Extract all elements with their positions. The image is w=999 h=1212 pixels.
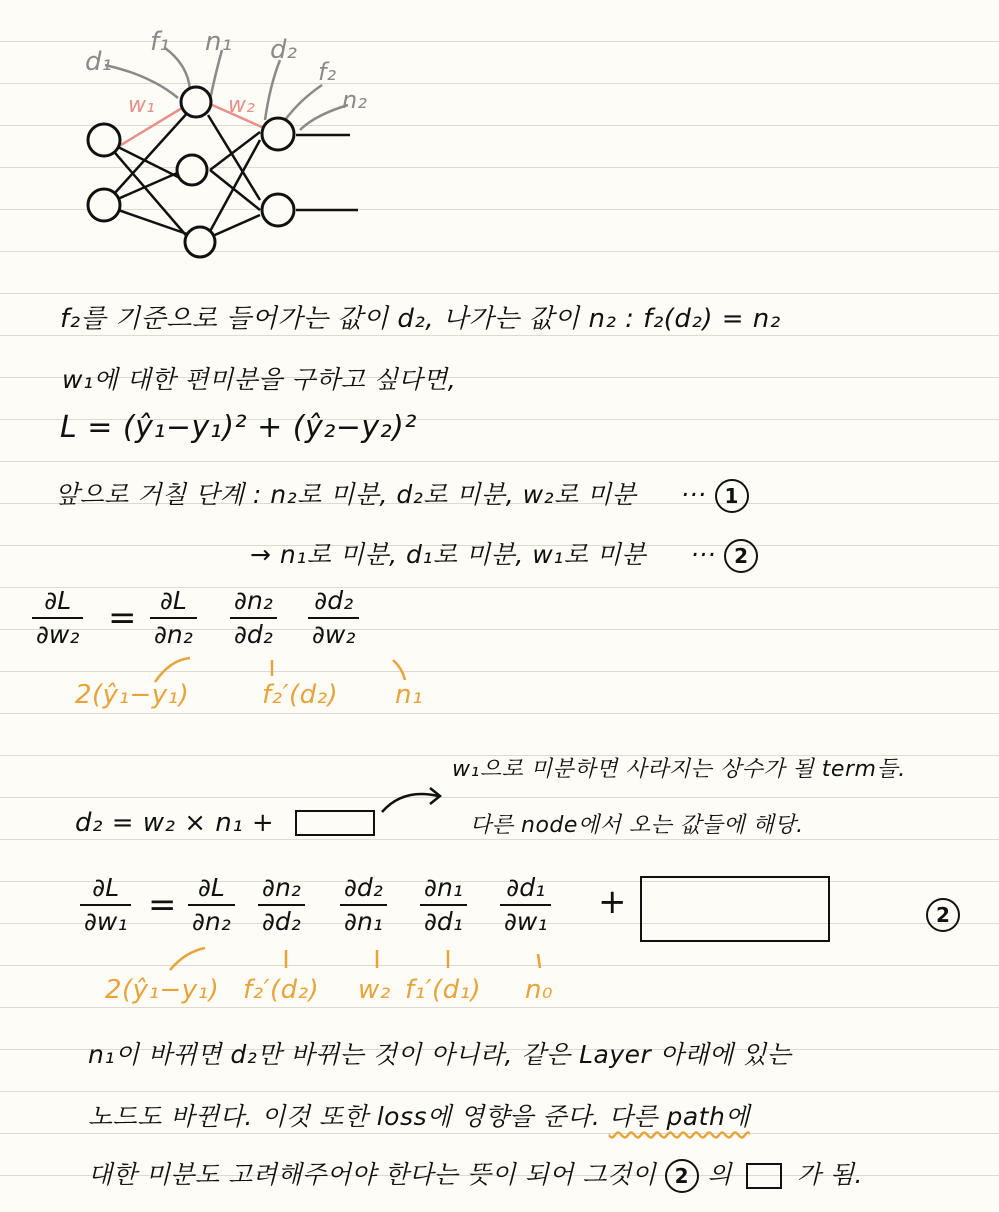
edge xyxy=(210,132,260,170)
d2-equation: d₂ = w₂ × n₁ + xyxy=(75,808,275,838)
eq2-lhs xyxy=(80,872,131,938)
label-d1: d₁ xyxy=(85,47,112,77)
eq2-f2 xyxy=(258,872,305,938)
eq2-f5-den: ∂w₁ xyxy=(504,907,548,936)
output-node xyxy=(262,194,294,226)
eq1-f2-den: ∂d₂ xyxy=(234,620,273,649)
eq2-f4 xyxy=(420,872,467,938)
eq2-lhs-num: ∂L xyxy=(80,872,131,906)
conclusion-line-3a: 대한 미분도 고려해주어야 한다는 뜻이 되어 그것이 xyxy=(88,1160,665,1189)
conclusion-line-3b: 의 xyxy=(707,1160,732,1189)
label-f1: f₁ xyxy=(150,27,170,57)
hidden-node xyxy=(177,155,207,185)
eq1-lhs xyxy=(32,585,83,651)
eq2-annotation-marks xyxy=(100,940,560,980)
pointer-n2 xyxy=(300,105,348,130)
input-node xyxy=(88,189,120,221)
eq2-f5 xyxy=(500,872,551,938)
hidden-node xyxy=(185,227,215,257)
eq2-circled-number-2: 2 xyxy=(926,898,960,932)
eq2-plus: + xyxy=(598,882,627,922)
conclusion-line-3c: 가 됨. xyxy=(796,1160,863,1189)
eq1-f1-num: ∂L xyxy=(150,585,197,619)
eq2-ann4: f₁′(d₁) xyxy=(405,975,482,1005)
circled-number-1: 1 xyxy=(715,479,749,513)
line-loss: L = (ŷ₁−y₁)² + (ŷ₂−y₂)² xyxy=(60,410,417,445)
eq2-empty-box xyxy=(640,876,830,942)
eq2-f1-num: ∂L xyxy=(188,872,235,906)
pointer-n1 xyxy=(210,50,222,100)
eq2-equals: = xyxy=(148,885,177,925)
eq2-f1 xyxy=(188,872,235,938)
eq2-f4-num: ∂n₁ xyxy=(420,872,467,906)
label-d2: d₂ xyxy=(270,35,297,65)
conclusion-line-3 xyxy=(88,1155,863,1193)
output-node xyxy=(262,118,294,150)
line-steps-2 xyxy=(250,535,758,573)
dots: ··· xyxy=(680,480,707,509)
note-line-1: w₁으로 미분하면 사라지는 상수가 될 term들. xyxy=(452,757,906,782)
dots: ··· xyxy=(690,540,716,569)
label-w2: w₂ xyxy=(228,93,255,118)
eq1-f1 xyxy=(150,585,197,651)
pointer-f2 xyxy=(285,85,322,120)
steps-1-text: 앞으로 거칠 단계 : n₂로 미분, d₂로 미분, w₂로 미분 xyxy=(55,480,637,509)
conclusion-small-box xyxy=(746,1163,782,1189)
hidden-node xyxy=(181,87,211,117)
eq1-equals: = xyxy=(108,598,137,638)
label-f2: f₂ xyxy=(318,58,337,86)
label-n1: n₁ xyxy=(205,27,232,57)
eq1-f1-den: ∂n₂ xyxy=(154,620,193,649)
eq1-f3-den: ∂w₂ xyxy=(312,620,356,649)
label-n2: n₂ xyxy=(342,86,367,114)
eq2-ann2: f₂′(d₂) xyxy=(243,975,320,1005)
line-f2-definition: f₂를 기준으로 들어가는 값이 d₂, 나가는 값이 n₂ : f₂(d₂) = n₂ xyxy=(60,304,781,334)
line-steps-1 xyxy=(55,475,749,513)
label-w1: w₁ xyxy=(128,93,155,118)
note-line-2: 다른 node에서 오는 값들에 해당. xyxy=(470,813,804,838)
eq2-lhs-den: ∂w₁ xyxy=(84,907,128,936)
eq1-ann2: f₂′(d₂) xyxy=(262,680,339,710)
eq2-f2-den: ∂d₂ xyxy=(262,907,301,936)
conclusion-line-1: n₁이 바뀌면 d₂만 바뀌는 것이 아니라, 같은 Layer 아래에 있는 xyxy=(88,1040,792,1069)
eq2-f3 xyxy=(340,872,387,938)
conclusion-line-2 xyxy=(88,1097,750,1133)
neural-network-diagram xyxy=(60,20,390,270)
eq2-f1-den: ∂n₂ xyxy=(192,907,231,936)
eq1-lhs-num: ∂L xyxy=(32,585,83,619)
eq2-ann5: n₀ xyxy=(525,975,553,1005)
conclusion-circled-number-2: 2 xyxy=(665,1159,699,1193)
pointer-d2 xyxy=(265,60,280,120)
steps-2-text: → n₁로 미분, d₁로 미분, w₁로 미분 xyxy=(250,540,647,569)
eq2-f2-num: ∂n₂ xyxy=(258,872,305,906)
eq1-f3-num: ∂d₂ xyxy=(308,585,359,619)
eq1-ann1: 2(ŷ₁−y₁) xyxy=(75,680,190,710)
eq2-ann3: w₂ xyxy=(358,975,391,1005)
eq1-f2 xyxy=(230,585,277,651)
input-node xyxy=(88,124,120,156)
eq1-ann3: n₁ xyxy=(395,680,423,710)
d2-empty-box xyxy=(295,810,375,836)
line-partial-w1: w₁에 대한 편미분을 구하고 싶다면, xyxy=(62,365,457,394)
conclusion-line-2a: 노드도 바뀐다. 이것 또한 loss에 영향을 준다. xyxy=(88,1102,609,1131)
eq2-f5-num: ∂d₁ xyxy=(500,872,551,906)
eq2-ann1: 2(ŷ₁−y₁) xyxy=(105,975,220,1005)
eq1-f3 xyxy=(308,585,359,651)
conclusion-highlight: 다른 path에 xyxy=(608,1102,750,1131)
circled-number-2: 2 xyxy=(724,539,758,573)
eq2-f3-den: ∂n₁ xyxy=(344,907,383,936)
eq1-f2-num: ∂n₂ xyxy=(230,585,277,619)
eq1-lhs-den: ∂w₂ xyxy=(36,620,80,649)
eq2-f4-den: ∂d₁ xyxy=(424,907,463,936)
eq2-f3-num: ∂d₂ xyxy=(340,872,387,906)
arrow-to-note xyxy=(378,782,448,822)
